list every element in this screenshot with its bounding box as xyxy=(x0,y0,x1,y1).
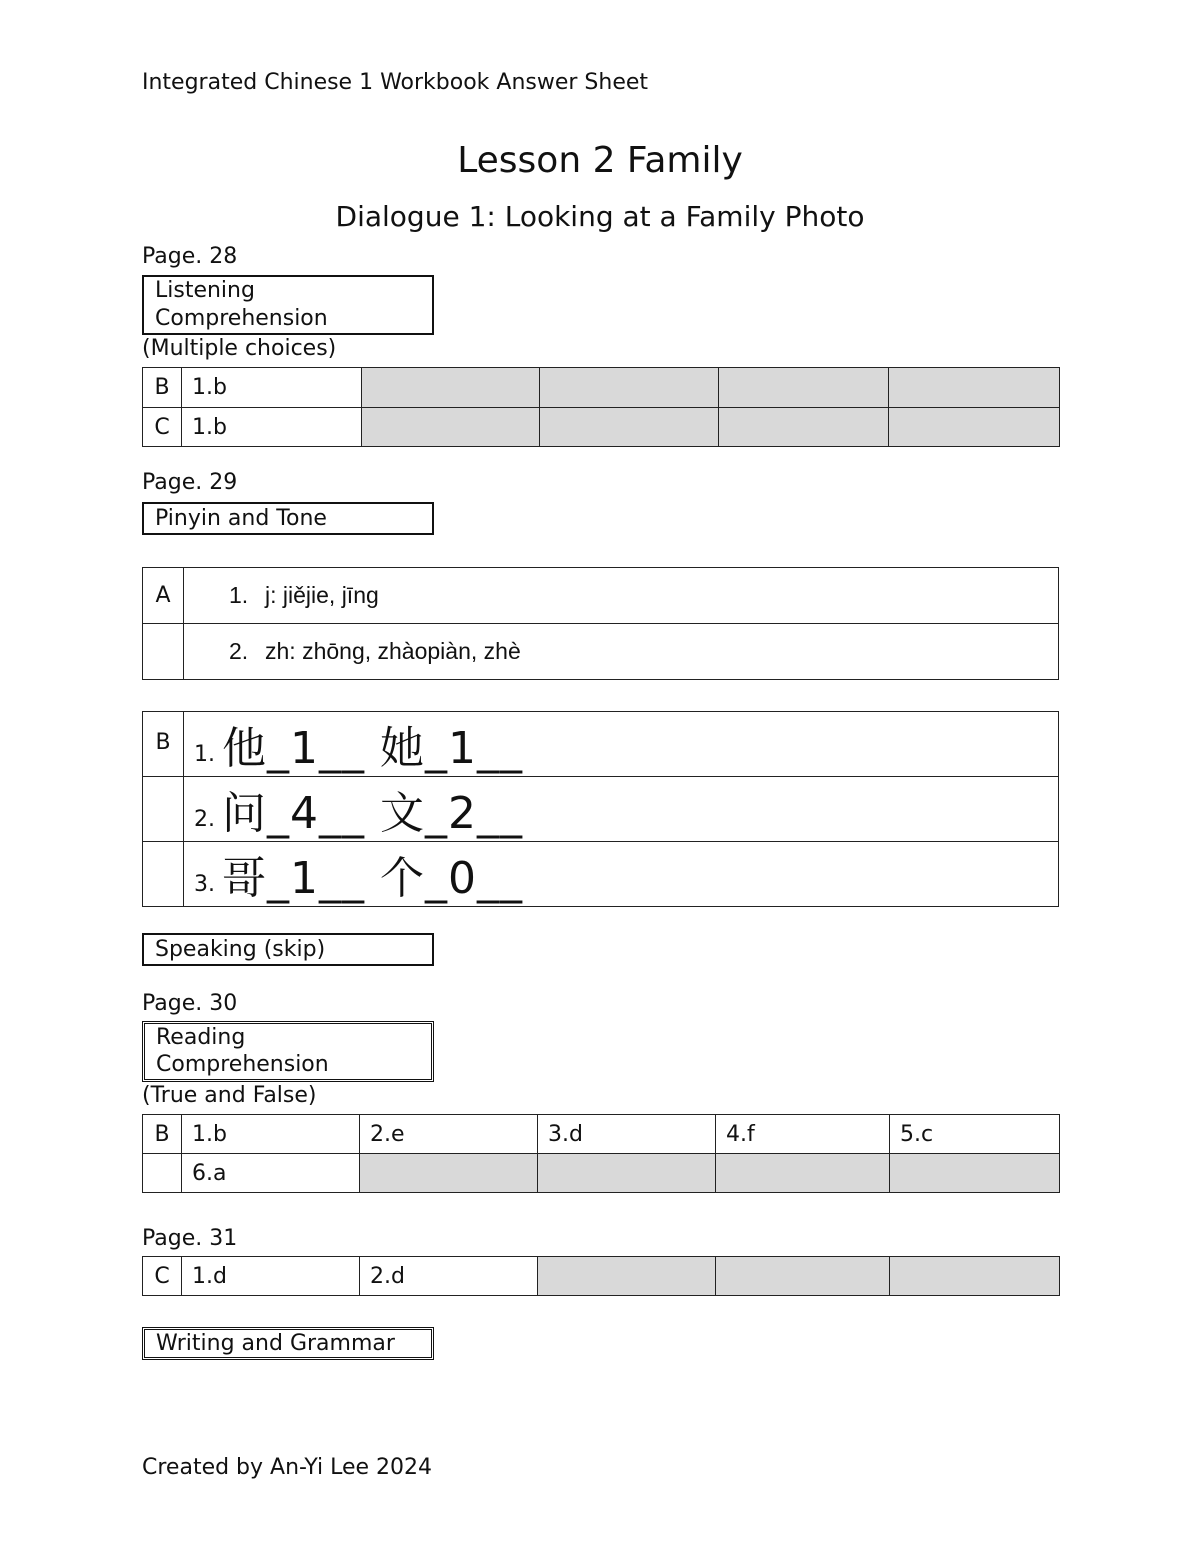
pinyin-text: j: jiějie, jīng xyxy=(265,582,379,608)
tone-answer xyxy=(184,777,1059,842)
answer-cell: 4.f xyxy=(716,1115,890,1154)
reading-comprehension-box xyxy=(142,1021,434,1082)
writing-grammar-box: Writing and Grammar xyxy=(142,1327,434,1360)
reading-line2: Comprehension xyxy=(156,1052,329,1077)
empty-cell xyxy=(719,368,889,408)
page-31-answer-table xyxy=(142,1256,1060,1296)
pinyin-part-a-table xyxy=(142,567,1059,680)
page-28-label: Page. 28 xyxy=(142,244,238,269)
tone-part-b-table xyxy=(142,711,1059,907)
answer-cell: 3.d xyxy=(538,1115,716,1154)
empty-cell xyxy=(540,408,719,447)
answer-cell: 6.a xyxy=(182,1154,360,1193)
item-number: 3. xyxy=(194,872,215,897)
dialogue-subtitle: Dialogue 1: Looking at a Family Photo xyxy=(335,200,865,233)
page-30-label: Page. 30 xyxy=(142,991,238,1016)
hanzi-answer: 他_1__ 她_1__ xyxy=(222,723,523,774)
answer-cell: 2.e xyxy=(360,1115,538,1154)
multiple-choices-note: (Multiple choices) xyxy=(142,336,337,361)
page-31-label: Page. 31 xyxy=(142,1226,238,1251)
table-row xyxy=(143,1115,1060,1154)
document-header: Integrated Chinese 1 Workbook Answer Sheet xyxy=(142,70,649,95)
answer-cell: 1.b xyxy=(182,408,362,447)
row-letter: B xyxy=(143,712,184,777)
empty-cell xyxy=(719,408,889,447)
tone-answer xyxy=(184,712,1059,777)
empty-cell xyxy=(143,1154,182,1193)
row-letter: A xyxy=(143,568,184,624)
table-row xyxy=(143,712,1059,777)
empty-cell xyxy=(889,408,1060,447)
pinyin-answer xyxy=(184,624,1059,680)
table-row xyxy=(143,408,1060,447)
row-letter: B xyxy=(143,1115,182,1154)
speaking-skip-box: Speaking (skip) xyxy=(142,933,434,966)
lesson-title: Lesson 2 Family xyxy=(457,140,743,181)
document-footer: Created by An-Yi Lee 2024 xyxy=(142,1455,433,1480)
table-row xyxy=(143,842,1059,907)
hanzi-answer: 哥_1__ 个_0__ xyxy=(222,853,523,904)
answer-cell: 1.b xyxy=(182,368,362,408)
table-row xyxy=(143,624,1059,680)
empty-cell xyxy=(716,1257,890,1296)
item-number: 1. xyxy=(194,742,215,767)
pinyin-tone-box: Pinyin and Tone xyxy=(142,502,434,535)
answer-cell: 1.d xyxy=(182,1257,360,1296)
row-letter: C xyxy=(143,408,182,447)
empty-cell xyxy=(538,1257,716,1296)
empty-cell xyxy=(538,1154,716,1193)
listening-line2: Comprehension xyxy=(155,306,328,331)
pinyin-text: zh: zhōng, zhàopiàn, zhè xyxy=(265,638,521,664)
empty-cell xyxy=(362,408,540,447)
item-number: 1. xyxy=(229,582,249,608)
empty-cell xyxy=(143,777,184,842)
empty-cell xyxy=(362,368,540,408)
empty-cell xyxy=(143,624,184,680)
tone-answer xyxy=(184,842,1059,907)
table-row xyxy=(143,1257,1060,1296)
empty-cell xyxy=(890,1154,1060,1193)
hanzi-answer: 问_4__ 文_2__ xyxy=(222,788,523,839)
answer-cell: 5.c xyxy=(890,1115,1060,1154)
empty-cell xyxy=(716,1154,890,1193)
table-row xyxy=(143,777,1059,842)
answer-cell: 1.b xyxy=(182,1115,360,1154)
true-false-note: (True and False) xyxy=(142,1083,317,1108)
row-letter: C xyxy=(143,1257,182,1296)
page-28-answer-table xyxy=(142,367,1060,447)
pinyin-answer xyxy=(184,568,1059,624)
empty-cell xyxy=(360,1154,538,1193)
listening-comprehension-box xyxy=(142,275,434,335)
empty-cell xyxy=(540,368,719,408)
answer-cell: 2.d xyxy=(360,1257,538,1296)
empty-cell xyxy=(889,368,1060,408)
page-30-answer-table xyxy=(142,1114,1060,1193)
reading-line1: Reading xyxy=(156,1025,246,1050)
table-row xyxy=(143,1154,1060,1193)
page-29-label: Page. 29 xyxy=(142,470,238,495)
empty-cell xyxy=(890,1257,1060,1296)
table-row xyxy=(143,568,1059,624)
item-number: 2. xyxy=(194,807,215,832)
item-number: 2. xyxy=(229,638,249,664)
listening-line1: Listening xyxy=(155,278,255,303)
row-letter: B xyxy=(143,368,182,408)
empty-cell xyxy=(143,842,184,907)
table-row xyxy=(143,368,1060,408)
